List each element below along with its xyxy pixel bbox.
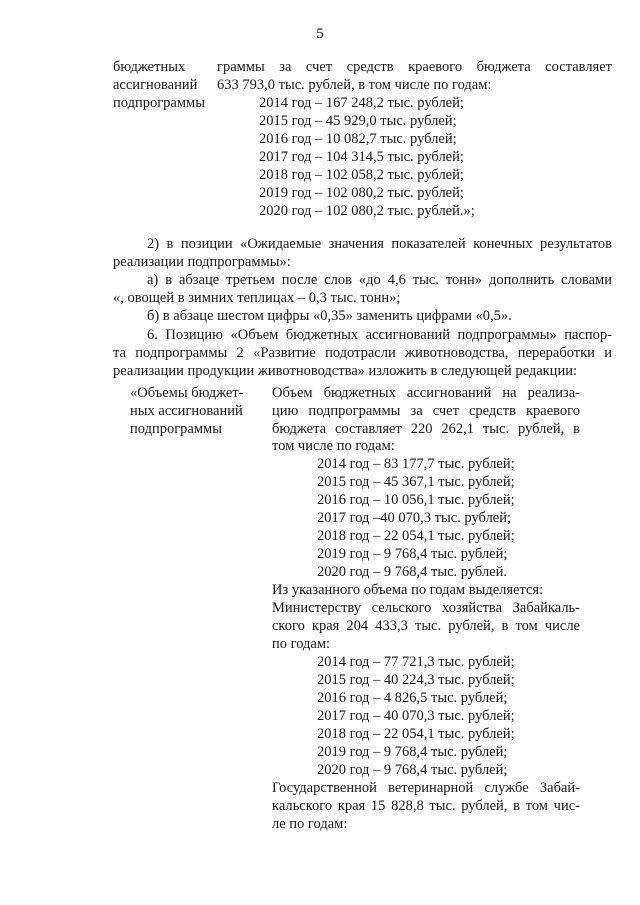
year-amount-line: 2014 год – 77 721,3 тыс. рублей; (317, 654, 515, 670)
year-amount-line: 2019 год – 9 768,4 тыс. рублей; (317, 546, 508, 562)
paragraph-2-line: реализации подпрограммы»: (113, 254, 291, 270)
paragraph-2a-line: а) в абзаце третьем после слов «до 4,6 тыс. тонн» дополнить словами (147, 272, 612, 288)
table-label-line: ассигнований (113, 77, 198, 93)
year-amount-line: 2018 год – 22 054,1 тыс. рублей; (317, 726, 515, 742)
allocation-heading: Из указанного объема по годам выделяется: (272, 582, 544, 598)
year-amount-line: 2020 год – 102 080,2 тыс. рублей.»; (259, 203, 475, 219)
page-number: 5 (316, 26, 324, 42)
table-label-line: подпрограммы (130, 421, 222, 437)
paragraph-6-line: реализации продукции животноводства» изложить в следующей редакции: (113, 363, 577, 379)
year-amount-line: 2020 год – 9 768,4 тыс. рублей. (317, 564, 508, 580)
table-label-line: подпрограммы (113, 95, 205, 111)
table-value-text: том числе по годам: (272, 438, 395, 454)
table-label-line: «Объемы бюджет- (130, 385, 244, 401)
year-amount-line: 2018 год – 102 058,2 тыс. рублей; (259, 167, 464, 183)
year-amount-line: 2017 год – 104 314,5 тыс. рублей; (259, 149, 464, 165)
paragraph-6-line: та подпрограммы 2 «Развитие подотрасли животноводства, переработки и (113, 345, 612, 361)
paragraph-2-line: 2) в позиции «Ожидаемые значения показателей конечных результатов (147, 236, 612, 252)
year-amount-line: 2018 год – 22 054,1 тыс. рублей; (317, 528, 515, 544)
year-amount-line: 2017 год –40 070,3 тыс. рублей; (317, 510, 512, 526)
year-amount-line: 2015 год – 40 224,3 тыс. рублей; (317, 672, 515, 688)
year-amount-line: 2015 год – 45 929,0 тыс. рублей; (259, 113, 457, 129)
year-amount-line: 2014 год – 167 248,2 тыс. рублей; (259, 95, 464, 111)
year-amount-line: 2016 год – 10 082,7 тыс. рублей; (259, 131, 457, 147)
paragraph-2a-line: «, овощей в зимних теплицах – 0,3 тыс. тонн»; (113, 290, 401, 306)
year-amount-line: 2016 год – 4 826,5 тыс. рублей; (317, 690, 508, 706)
ministry-text: Министерству сельского хозяйства Забайкаль- (272, 600, 580, 616)
table-value-text: бюджета составляет 220 262,1 тыс. рублей, в (272, 421, 580, 437)
paragraph-2b-line: б) в абзаце шестом цифры «0,35» заменить цифрами «0,5». (147, 308, 512, 324)
table-label-line: ных ассигнований (130, 403, 243, 419)
year-amount-line: 2019 год – 102 080,2 тыс. рублей; (259, 185, 464, 201)
table-value-text: 633 793,0 тыс. рублей, в том числе по годам: (217, 77, 492, 93)
vet-service-text: Государственной ветеринарной службе Забай- (272, 780, 580, 796)
ministry-text: ского края 204 433,3 тыс. рублей, в том числе (272, 618, 580, 634)
table-label-line: бюджетных (113, 59, 186, 75)
year-amount-line: 2019 год – 9 768,4 тыс. рублей; (317, 744, 508, 760)
year-amount-line: 2017 год – 40 070,3 тыс. рублей; (317, 708, 515, 724)
table-value-text: граммы за счет средств краевого бюджета составляет (217, 59, 612, 75)
vet-service-text: ле по годам: (272, 816, 348, 832)
table-value-text: Объем бюджетных ассигнований на реализа- (272, 385, 580, 401)
ministry-text: по годам: (272, 636, 331, 652)
paragraph-6-line: 6. Позицию «Объем бюджетных ассигнований подпрограммы» паспор- (147, 327, 612, 343)
table-value-text: цию подпрограммы за счет средств краевого (272, 403, 580, 419)
year-amount-line: 2020 год – 9 768,4 тыс. рублей; (317, 762, 508, 778)
year-amount-line: 2016 год – 10 056,1 тыс. рублей; (317, 492, 515, 508)
year-amount-line: 2014 год – 83 177,7 тыс. рублей; (317, 456, 515, 472)
year-amount-line: 2015 год – 45 367,1 тыс. рублей; (317, 474, 515, 490)
vet-service-text: кальского края 15 828,8 тыс. рублей, в том чис- (272, 798, 580, 814)
